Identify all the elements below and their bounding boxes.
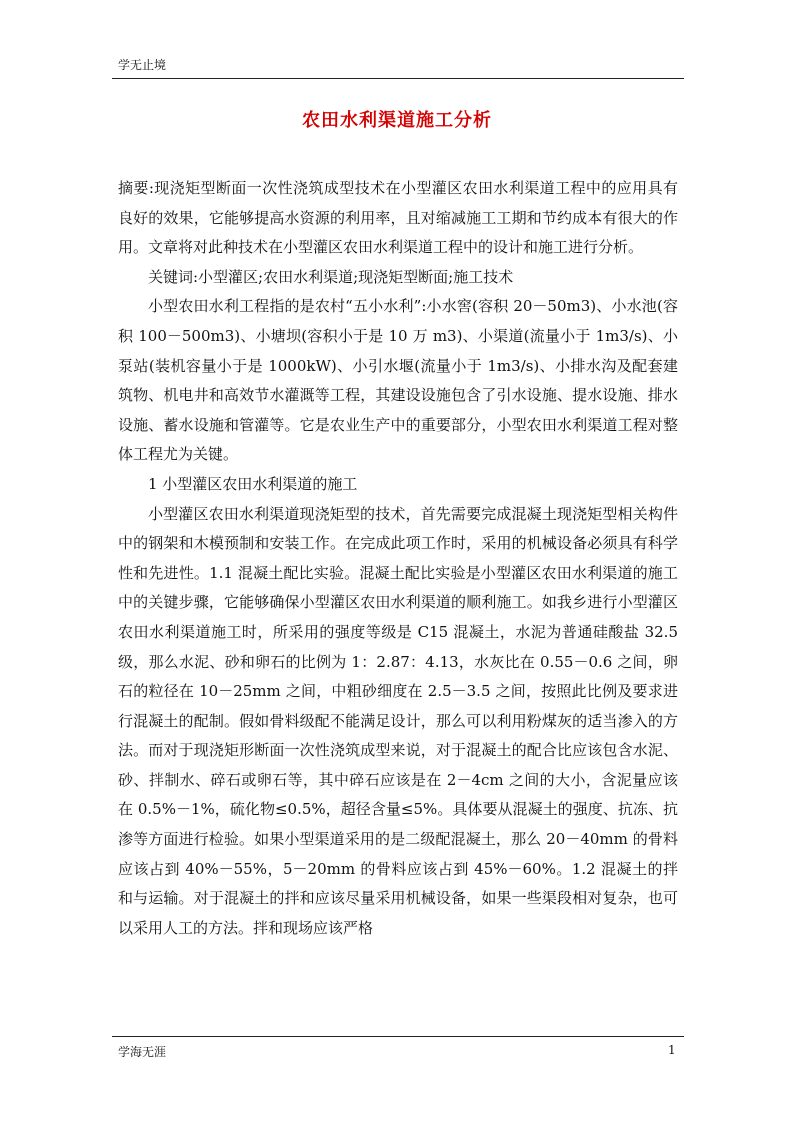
footer-divider — [112, 1036, 684, 1037]
document-body — [118, 174, 678, 943]
header-divider — [112, 78, 684, 79]
intro-paragraph: 小型农田水利工程指的是农村“五小水利”:小水窖(容积 20－50m3)、小水池(容积 100－500m3)、小塘坝(容积小于是 10 万 m3)、小渠道(流量小于 1m3/s)、小泵站(装机容量小于是 1000kW)、小引水堰(流量小于 1m3/s)、小排水沟及配套建筑物、机电井和高效节水灌溉等工程，其建设设施包含了引水设施、提水设施、排水设施、蓄水设施和管灌等。它是农业生产中的重要部分，小型农田水利渠道工程对整体工程尤为关键。 — [118, 297, 678, 464]
abstract-paragraph: 摘要:现浇矩型断面一次性浇筑成型技术在小型灌区农田水利渠道工程中的应用具有良好的效果，它能够提高水资源的利用率，且对缩减施工工期和节约成本有很大的作用。文章将对此种技术在小型灌区农田水利渠道工程中的设计和施工进行分析。 — [118, 179, 678, 257]
page-footer: 学海无涯 — [118, 1045, 167, 1059]
body-paragraph: 小型灌区农田水利渠道现浇矩型的技术，首先需要完成混凝土现浇矩型相关构件中的钢架和木模预制和安装工作。在完成此项工作时，采用的机械设备必须具有科学性和先进性。1.1 混凝土配比实验。混凝土配比实验是小型灌区农田水利渠道的施工中的关键步骤，它能够确保小型灌区农田水利渠道的顺利施工。如我乡进行小型灌区农田水利渠道施工时，所采用的强度等级是 C15 混凝土，水泥为普通硅酸盐 32.5 级，那么水泥、砂和卵石的比例为 1：2.87：4.13，水灰比在 0.55－0.6 之间，卵石的粒径在 10－25mm 之间，中粗砂细度在 2.5－3.5 之间，按照此比例及要求进行混凝土的配制。假如骨料级配不能满足设计，那么可以利用粉煤灰的适当渗入的方法。而对于现浇矩形断面一次性浇筑成型来说，对于混凝土的配合比应该包含水泥、砂、拌制水、碎石或卵石等，其中碎石应该是在 2－4cm 之间的大小，含泥量应该在 0.5%－1%，硫化物≤0.5%，超径含量≤5%。具体要从混凝土的强度、抗冻、抗渗等方面进行检验。如果小型渠道采用的是二级配混凝土，那么 20－40mm 的骨料应该占到 40%－55%，5－20mm 的骨料应该占到 45%－60%。1.2 混凝土的拌和与运输。对于混凝土的拌和应该尽量采用机械设备，如果一些渠段相对复杂，也可以采用人工的方法。拌和现场应该严格 — [118, 504, 678, 937]
document-title: 农田水利渠道施工分析 — [302, 110, 492, 131]
page-header: 学无止境 — [118, 58, 167, 72]
keywords-paragraph: 关键词:小型灌区;农田水利渠道;现浇矩型断面;施工技术 — [148, 267, 514, 286]
section-heading: 1 小型灌区农田水利渠道的施工 — [148, 474, 358, 493]
page-number: 1 — [668, 1043, 676, 1057]
